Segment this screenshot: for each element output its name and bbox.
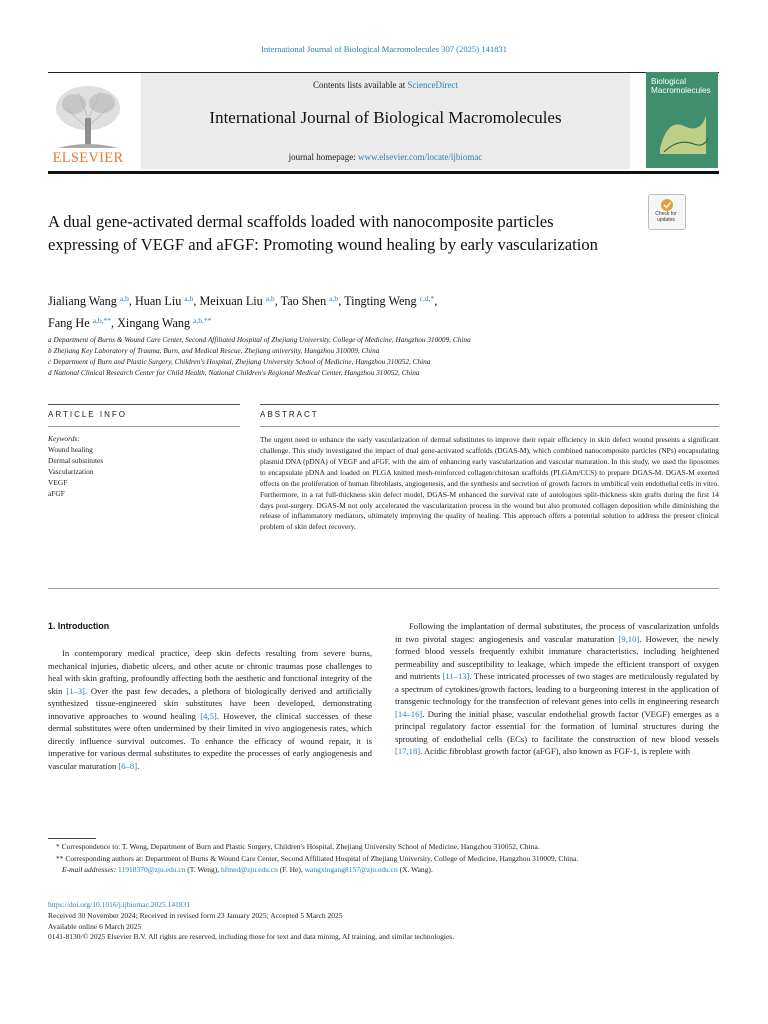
email-addresses: E-mail addresses: 11918370@zju.edu.cn (T. Weng), hfmed@zju.edu.cn (F. He), wangxingang8157@zju.edu.cn (X. Wang). — [62, 865, 433, 874]
text-run: . During the initial phase, vascular endothelial growth factor (VEGF) emerges as a principal regulatory factor essential for the formation of luminal structures during the sprouting of endothelial cells (ECs) to facilitate the construction of new blood vessels — [395, 708, 719, 744]
email-owner: (X. Wang) — [399, 865, 431, 874]
citation-link[interactable]: [4,5] — [200, 710, 217, 721]
header-thick-rule — [48, 171, 719, 174]
citation-link[interactable]: [9,10] — [618, 633, 640, 644]
received-dates: Received 30 November 2024; Received in revised form 23 January 2025; Accepted 5 March 2025 — [48, 910, 343, 920]
article-title: A dual gene-activated dermal scaffolds loaded with nanocomposite particles expressing of VEGF and aFGF: Promoting wound healing by early vascularization — [48, 212, 598, 255]
author-affil-marker[interactable]: a,b,** — [193, 316, 212, 325]
author-affil-marker[interactable]: a,b,** — [92, 316, 112, 325]
intro-paragraph-2 — [395, 620, 719, 758]
author-affil-marker[interactable]: c,d,* — [419, 294, 435, 303]
email-link[interactable]: 11918370@zju.edu.cn — [117, 865, 186, 874]
author[interactable]: Meixuan Liu — [199, 294, 263, 308]
article-info-subrule — [48, 426, 240, 427]
journal-homepage-line — [141, 152, 630, 162]
journal-citation-link[interactable]: International Journal of Biological Macromolecules 307 (2025) 141831 — [260, 44, 508, 54]
citation-link[interactable]: [6–8] — [118, 760, 138, 771]
text-run: . However, the newly formed blood vessels frequently exhibit immature characteristics, including heightened permeability and susceptibility to leakage, which impede the efficient transport of oxygen and nutrients — [395, 633, 719, 682]
email-owner: (F. He) — [279, 865, 301, 874]
cover-art — [654, 108, 712, 160]
affiliation: a Department of Burns & Wound Care Center, Second Affiliated Hospital of Zhejiang University, College of Medicine, Hangzhou 310009, China — [48, 335, 471, 344]
citation-link[interactable]: [1–3] — [66, 685, 85, 696]
keyword-list — [48, 445, 103, 500]
citation-link[interactable]: [17,18] — [395, 746, 421, 757]
abstract-text: The urgent need to enhance the early vascularization of dermal substitutes to improve their repair efficiency in skin defect wound presents a significant challenge. This study investigated the impact of dual gene-activated scaffolds (DGAS-M), which combined nanocomposite particles (NPs) encapsulating plasmid DNA (pDNA) of VEGF and aFGF, with the aim of enhancing early vascularization and vascular maturation. In this study, we used the liposomes to encapsulate pDNA and loaded on PLGA knitted mesh-reinforced collagen/chitosan scaffolds (PLGAm/CCS) to prepare DGAS-M. DGAS-M exerted effects on the proliferation of human fibroblasts, angiogenesis, and the synthesis and secretion of growth factors in umbilical vein endothelial cells in vitro. Furthermore, in a rat full-thickness skin defect model, DGAS-M enhanced the survival rate of autologous split-thickness skin grafts during the first 14 days post-surgery. DGAS-M not only accelerated the vascularization process in the wound but also promoted collagen deposition while diminishing the release of inflammatory mediators, ultimately improving the quality of healing. This approach offers a potential solution to address the present clinical problem of skin defect recovery. — [260, 435, 719, 532]
keyword: VEGF — [48, 477, 68, 487]
author-affil-marker[interactable]: a,b — [265, 294, 275, 303]
affiliation: d National Clinical Research Center for Child Health, National Children's Regional Medical Center, Hangzhou 310052, China — [48, 368, 420, 377]
intro-left-column — [48, 647, 372, 772]
email-label: E-mail addresses: — [62, 865, 117, 874]
text-run: . These intricated processes of two stages are meticulously regulated by a spectrum of cytokines/growth factors, leading to a burgeoning interest in the application of transgenic technology for the transfection of relevant genes into cells in engineering research — [395, 671, 719, 707]
abstract-rule — [260, 404, 719, 405]
keyword: aFGF — [48, 488, 65, 498]
text-run: . — [137, 760, 140, 771]
abstract-subrule — [260, 426, 719, 427]
text-run: . Over the past few decades, a plethora of biologically derived and artificially synthesized tissue-engineered skin substitutes have been developed, demonstrating innovative approaches to wound healing — [48, 685, 372, 721]
contents-line — [141, 80, 630, 90]
elsevier-wordmark: ELSEVIER — [52, 150, 124, 166]
affiliation: b Zhejiang Key Laboratory of Trauma, Burn, and Medical Rescue, Zhejiang university, Hangzhou 310009, China — [48, 346, 380, 355]
keyword: Dermal substitutes — [48, 455, 104, 465]
affiliations — [48, 334, 668, 378]
email-owner: (T. Weng) — [187, 865, 218, 874]
email-link[interactable]: hfmed@zju.edu.cn — [221, 865, 278, 874]
author[interactable]: Tao Shen — [280, 294, 327, 308]
doi-link[interactable]: https://doi.org/10.1016/j.ijbiomac.2025.141831 — [48, 900, 191, 909]
intro-right-column — [395, 620, 719, 758]
section-heading-introduction: 1. Introduction — [48, 621, 110, 631]
cover-title: Biological Macromolecules — [651, 77, 711, 95]
author[interactable]: Xingang Wang — [117, 316, 191, 330]
text-run: In contemporary medical practice, deep skin defects resulting from severe burns, mechanical injuries, diabetic ulcers, and other acute or chronic traumas pose challenges to heal with skin grafting, profoundly affecting both the aesthetic and functional integrity of the skin — [48, 648, 372, 696]
author-affil-marker[interactable]: a,b — [184, 294, 194, 303]
keyword: Wound healing — [48, 445, 93, 454]
homepage-prefix: journal homepage: — [288, 152, 359, 162]
footnotes — [48, 841, 720, 876]
author[interactable]: Fang He — [48, 316, 90, 330]
citation-link[interactable]: [11–13] — [442, 671, 470, 682]
article-info-rule — [48, 404, 240, 405]
article-history — [48, 900, 720, 943]
email-link[interactable]: wangxingang8157@zju.edu.cn — [304, 865, 398, 874]
abstract-heading: ABSTRACT — [260, 410, 319, 419]
journal-homepage-link[interactable]: www.elsevier.com/locate/ijbiomac — [358, 152, 483, 162]
affiliation: c Department of Burn and Plastic Surgery, Children's Hospital, Zhejiang University School of Medicine, Hangzhou 310052, China — [48, 357, 431, 366]
available-online: Available online 6 March 2025 — [48, 921, 142, 931]
correspondence-note: * Correspondence to: T. Weng, Department of Burn and Plastic Surgery, Children's Hospital, Zhejiang University School of Medicine, Hangzhou 310052, China. — [56, 842, 540, 851]
check-updates-label: Check for updates — [655, 211, 677, 223]
sciencedirect-link[interactable]: ScienceDirect — [407, 80, 458, 90]
author-list: Jialiang Wang $^{a,b}$, Huan Liu $^{a,b}$, Meixuan Liu $^{a,b}$, Tao Shen $^{a,b}$, Tingting Weng $^{c,d,*}$, Fang He $^{a,b,**}$, Xingang Wang $^{a,b,**}$ — [48, 294, 438, 330]
author[interactable]: Jialiang Wang — [48, 294, 117, 308]
citation-link[interactable]: [14–16] — [395, 708, 423, 719]
contents-prefix: Contents lists available at — [313, 80, 408, 90]
footnote-rule — [48, 838, 96, 839]
abstract-bottom-rule — [48, 588, 719, 589]
author[interactable]: Tingting Weng — [344, 294, 417, 308]
author-affil-marker[interactable]: a,b — [119, 294, 129, 303]
journal-name: International Journal of Biological Macromolecules — [209, 108, 562, 127]
keywords-label: Keywords: — [48, 434, 80, 443]
article-info-heading: ARTICLE INFO — [48, 410, 127, 419]
author[interactable]: Huan Liu — [134, 294, 182, 308]
copyright: 0141-8130/© 2025 Elsevier B.V. All rights are reserved, including those for text and data mining, AI training, and similar technologies. — [48, 932, 455, 942]
author-affil-marker[interactable]: a,b — [329, 294, 339, 303]
text-run: Following the implantation of dermal substitutes, the process of vascularization unfolds in two pivotal stages: angiogenesis and vascular maturation — [395, 621, 719, 644]
text-run: . However, the clinical successes of these dermal substitutes were often undermined by their limited in vivo angiogenesis rates, which directly influence survival outcomes. To enhance the efficacy of wound repair, it is imperative for various dermal substitutes to expedite the processes of early angiogenesis and vascular maturation — [48, 710, 372, 771]
keyword: Vascularization — [48, 466, 94, 476]
corresponding-authors-note: ** Corresponding authors at: Department of Burns & Wound Care Center, Second Affiliated Hospital of Zhejiang University, College of Medicine, Hangzhou 310009, China. — [56, 853, 579, 863]
intro-paragraph-1 — [48, 647, 372, 772]
text-run: . Acidic fibroblast growth factor (aFGF), also known as FGF-1, is replete with — [420, 746, 691, 757]
